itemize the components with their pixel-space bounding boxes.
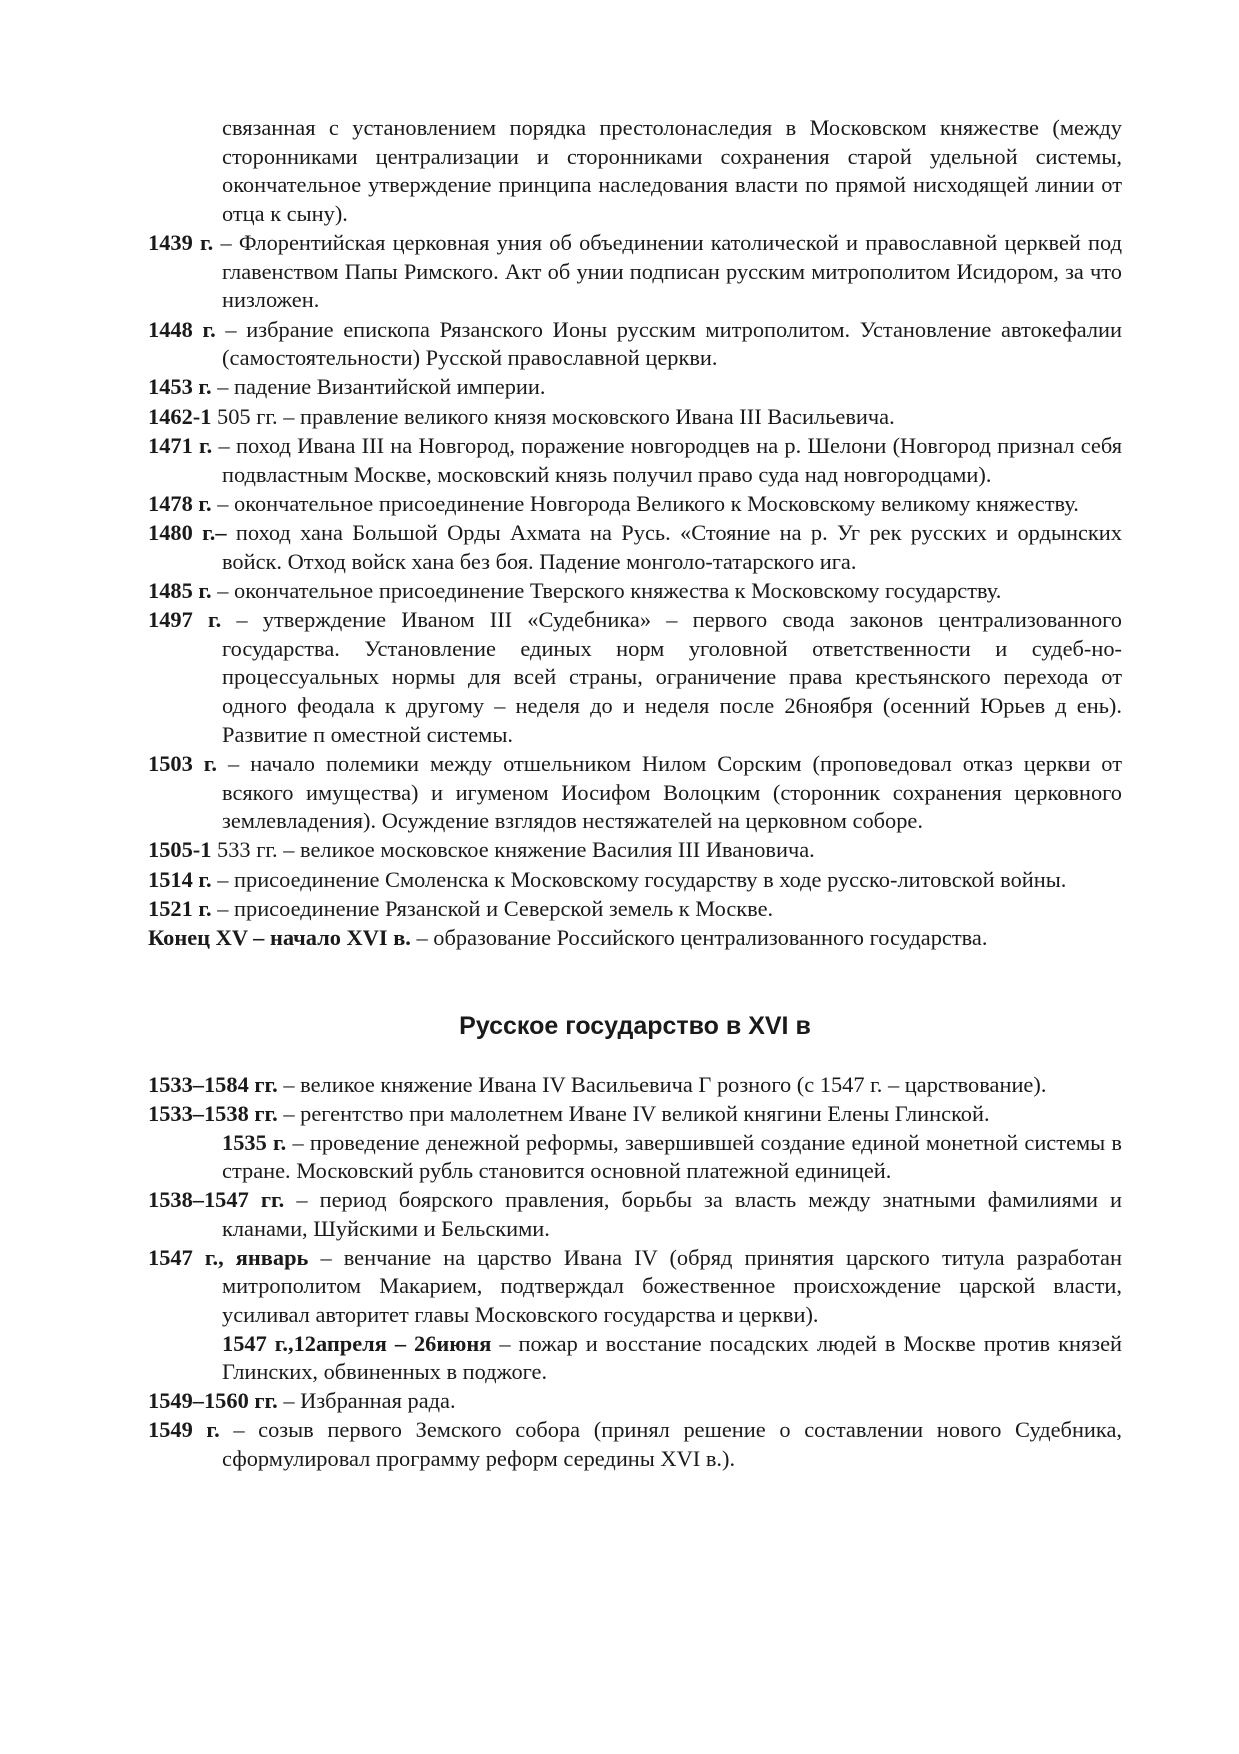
timeline-entry: [148, 606, 1122, 749]
entry-date: 1533–1538 гг.: [148, 1101, 278, 1127]
entry-date: 1448 г.: [148, 316, 216, 342]
entry-date: 1505-1: [148, 837, 212, 863]
entry-text: – падение Византийской империи.: [211, 374, 546, 400]
timeline-entry: [148, 1416, 1122, 1473]
entry-date: 1535 г.: [222, 1129, 287, 1155]
document-page: [148, 114, 1122, 1474]
entry-date: 1480 г.–: [148, 520, 227, 546]
timeline-part1: [148, 229, 1122, 953]
entry-text: – проведение денежной реформы, завершившей создание единой монетной системы в стране. Московский рубль становится основной платежной единицей.: [222, 1129, 1122, 1184]
timeline-entry: [148, 1244, 1122, 1330]
entry-date: 1547 г., январь: [148, 1244, 309, 1270]
entry-text: – присоединение Рязанской и Северской земель к Москве.: [211, 895, 774, 921]
timeline-subentry: [148, 1129, 1122, 1186]
timeline-entry: [148, 577, 1122, 606]
entry-text: поход хана Большой Орды Ахмата на Русь. «Стояние на р. Уг рек русских и ордынских войск. Отход войск хана без боя. Падение монголо-татарского ига.: [222, 520, 1122, 574]
entry-text: – поход Ивана III на Новгород, поражение новгородцев на р. Шелони (Новгород признал себя подвластным Москве, московский князь получил право суда над новгородцами).: [212, 432, 1122, 487]
entry-date: 1549–1560 гг.: [148, 1387, 278, 1413]
timeline-entry: [148, 490, 1122, 519]
timeline-entry: [148, 1071, 1122, 1100]
timeline-subentry: [148, 1330, 1122, 1387]
timeline-entry: [148, 316, 1122, 373]
section-heading: Русское государство в XVI в: [459, 1011, 811, 1040]
entry-date: 1538–1547 гг.: [148, 1186, 285, 1212]
timeline-entry: [148, 836, 1122, 865]
entry-text: 533 гг. – великое московское княжение Василия III Ивановича.: [211, 837, 815, 863]
entry-text: – образование Российского централизованного государства.: [410, 925, 988, 951]
entry-date: 1533–1584 гг.: [148, 1071, 278, 1097]
timeline-entry: [148, 403, 1122, 432]
entry-text: – венчание на царство Ивана IV (обряд принятия царского титула разработан митрополитом Макарием, подтверждал божественное происхождение царской власти, усиливал авторитет главы Московского государства и церкви).: [222, 1244, 1122, 1327]
entry-date: 1521 г.: [148, 895, 212, 921]
entry-text: – созыв первого Земского собора (принял решение о составлении нового Судебника, сформулировал программу реформ середины XVI в.).: [219, 1417, 1122, 1471]
timeline-entry: [148, 866, 1122, 895]
intro-paragraph: связанная с установлением порядка престолонаследия в Московском княжестве (между сторонниками централизации и сторонниками сохранения старой удельной системы, окончательное утверждение принципа наследования власти по прямой нисходящей линии от отца к сыну).: [222, 115, 1122, 226]
entry-text: – окончательное присоединение Тверского княжества к Московскому государству.: [211, 578, 1002, 603]
entry-text: – Флорентийская церковная уния об объединении католической и православной церквей под главенством Папы Римского. Акт об унии подписан русским митрополитом Исидором, за что низложен.: [213, 230, 1122, 313]
entry-date: 1471 г.: [148, 432, 213, 458]
entry-date: Конец XV – начало XVI в.: [148, 925, 411, 951]
entry-text: – пожар и восстание посадских людей в Москве против князей Глинских, обвиненных в поджоге.: [222, 1330, 1123, 1385]
entry-text: – Избранная рада.: [277, 1387, 456, 1413]
entry-date: 1462-1: [148, 403, 212, 429]
timeline-part2: [148, 1071, 1122, 1473]
entry-date: 1485 г.: [148, 578, 212, 603]
entry-date: 1453 г.: [148, 374, 212, 400]
entry-date: 1439 г.: [148, 230, 214, 256]
timeline-entry: [148, 432, 1122, 489]
timeline-entry: [148, 924, 1122, 953]
entry-text: – утверждение Иваном III «Судебника» – первого свода законов централизованного государства. Установление единых норм уголовной ответственности и судеб-но-процессуальных нормы для всей страны, ограничение права крестьянского перехода от одного феодала к другому – неделя до и неделя после 26ноября (осенний Юрьев д ень). Развитие п оместной системы.: [221, 607, 1122, 747]
entry-date: 1478 г.: [148, 490, 212, 516]
timeline-entry: [148, 895, 1122, 924]
entry-date: 1497 г.: [148, 607, 222, 633]
timeline-entry: [148, 1387, 1122, 1416]
timeline-entry: [148, 750, 1122, 836]
timeline-entry: [148, 1186, 1122, 1243]
entry-text: – регентство при малолетнем Иване IV великой княгини Елены Глинской.: [277, 1101, 990, 1127]
entry-text: – присоединение Смоленска к Московскому государству в ходе русско-литовской войны.: [211, 866, 1067, 892]
entry-date: 1514 г.: [148, 866, 212, 892]
entry-text: – избрание епископа Рязанского Ионы русским митрополитом. Установление автокефалии (самостоятельности) Русской православной церкви.: [215, 316, 1122, 371]
timeline-entry: [148, 373, 1122, 402]
timeline-entry: [148, 1100, 1122, 1129]
entry-text: – начало полемики между отшельником Нилом Сорским (проповедовал отказ церкви от всякого имущества) и игуменом Иосифом Волоцким (сторонник сохранения церковного землевладения). Осуждение взглядов нестяжателей на церковном соборе.: [217, 750, 1122, 834]
entry-text: 505 гг. – правление великого князя московского Ивана III Васильевича.: [211, 403, 895, 429]
timeline-entry: [148, 229, 1122, 315]
entry-date: 1547 г.,12апреля – 26июня: [222, 1330, 492, 1356]
timeline-entry: [148, 519, 1122, 576]
entry-text: – великое княжение Ивана IV Васильевича Г розного (с 1547 г. – царствование).: [277, 1071, 1047, 1097]
entry-text: – окончательное присоединение Новгорода Великого к Московскому великому княжеству.: [211, 490, 1079, 516]
entry-date: 1549 г.: [148, 1417, 220, 1443]
entry-text: – период боярского правления, борьбы за власть между знатными фамилиями и кланами, Шуйскими и Бельскими.: [222, 1186, 1123, 1241]
entry-date: 1503 г.: [148, 750, 218, 776]
